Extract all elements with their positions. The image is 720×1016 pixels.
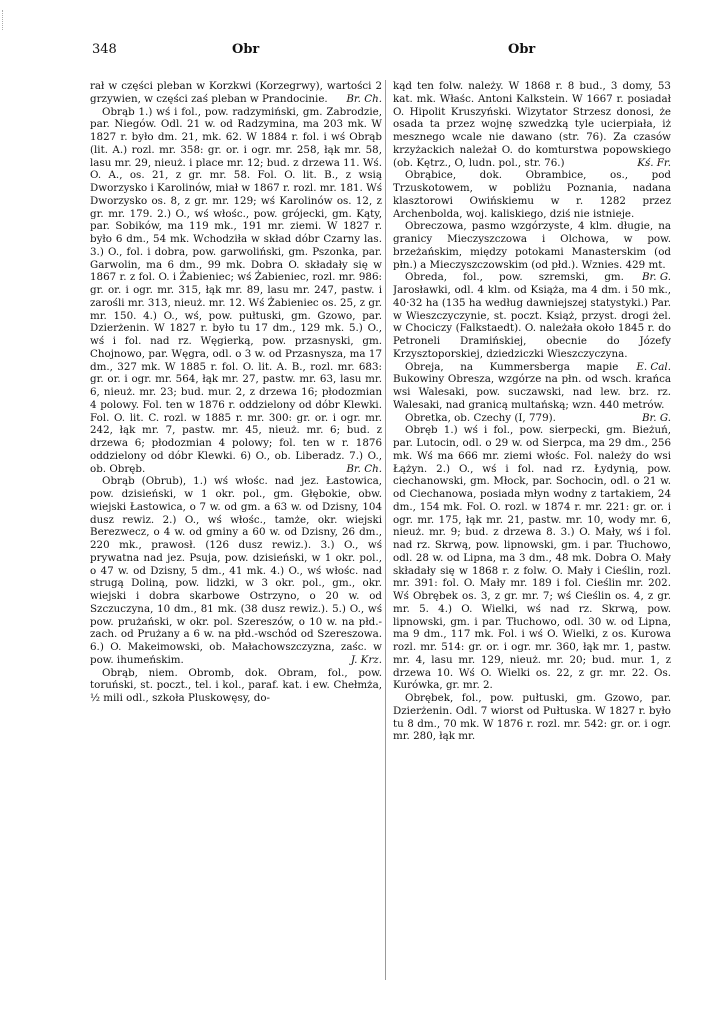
running-head-right: Obr [508, 42, 536, 57]
entry-text: Obrąbice, dok. Obrambice, os., pod Trzuskotowem, w pobliżu Poznania, nadana klasztorowi Owińskiemu w r. 1282 przez Archenbolda, woj. kaliskiego, dziś nie istnieje. [393, 169, 671, 220]
entry-signature: Br. G. [641, 411, 671, 424]
entry-paragraph [90, 106, 382, 476]
entry-text: Obreczowa, pasmo wzgórzyste, 4 klm. długie, na granicy Mieczyszczowa i Olchowa, w pow. brzeżańskim, między potokami Manasterskim (od płn.) a Mieczyszczowskim (od płd.). Wznies. 429 mt. [393, 220, 671, 271]
entry-signature: Br. Ch. [346, 462, 382, 475]
entry-paragraph [393, 169, 671, 220]
left-column [90, 80, 382, 980]
entry-signature: Br. G. [641, 271, 671, 284]
entry-paragraph [90, 80, 382, 106]
entry-paragraph [393, 424, 671, 692]
entry-paragraph [393, 220, 671, 284]
entry-text: Obrębek, fol., pow. pułtuski, gm. Gzowo, par. Dzierżenin. Odl. 7 wiorst od Pułtuska. W 1827 r. było tu 8 dm., 70 mk. W 1876 r. rozl. mr. 542: gr. or. i ogr. mr. 280, łąk mr. [393, 692, 671, 743]
entry-text: Obrąb 1.) wś i fol., pow. radzymiński, gm. Zabrodzie, par. Niegów. Odl. 21 w. od Radzymina, ma 203 mk. W 1827 r. było dm. 21, mk. 62. W 1884 r. fol. i wś Obrąb (lit. A.) rozl. mr. 358: gr. or. i ogr. mr. 258, łąk mr. 58, lasu mr. 29, nieuż. i place mr. 12; bud. z drzewa 11. Wś. O. A., os. 21, z gr. mr. 58. Fol. O. lit. B., z wsią Dworzysko i Karolinów, miał w 1867 r. rozl. mr. 181. Wś Dworzysko os. 8, z gr. mr. 129; wś Karolinów os. 12, z gr. mr. 179. 2.) O., wś włośc., pow. grójecki, gm. Kąty, par. Sobików, ma 119 mk., 191 mr. ziemi. W 1827 r. było 6 dm., 54 mk. Wchodziła w skład dóbr Czarny las. 3.) O., fol. i dobra, pow. garwoliński, gm. Pszonka, par. Garwolin, ma 6 dm., 99 mk. Dobra O. składały się w 1867 r. z fol. O. i Żabieniec; wś Żabieniec, rozl. mr. 986: gr. or. i ogr. mr. 315, łąk mr. 89, lasu mr. 247, pastw. i zarośli mr. 313, nieuż. mr. 12. Wś Żabieniec os. 25, z gr. mr. 150. 4.) O., wś, pow. pułtuski, gm. Gzowo, par. Dzierżenin. W 1827 r. było tu 17 dm., 129 mk. 5.) O., wś i fol. nad rz. Węgierką, pow. przasnyski, gm. Chojnowo, par. Węgra, odl. o 3 w. od Przasnysza, ma 17 dm., 327 mk. W 1885 r. fol. O. lit. A. B., rozl. mr. 683: gr. or. i ogr. mr. 564, łąk mr. 27, pastw. mr. 63, lasu mr. 6, nieuż. mr. 23; bud. mur. 2, z drzewa 16; płodozmian 4 polowy. Fol. ten w 1876 r. oddzielony od dóbr Klewki. Fol. O. lit. C. rozl. w 1885 r. mr. 300: gr. or. i ogr. mr. 242, łąk mr. 7, pastw. mr. 45, nieuż. mr. 6; bud. z drzewa 6; płodozmian 4 polowy; fol. ten w r. 1876 oddzielony od dóbr Klewki. 6) O., ob. Liberadz. 7.) O., ob. Obręb. [90, 105, 382, 475]
entry-text: Obretka, ob. Czechy (I, 779). [405, 411, 556, 424]
entry-signature: E. Cal. [636, 360, 671, 373]
right-column [393, 80, 671, 980]
entry-signature: J. Krz. [350, 653, 382, 666]
entry-text: Obrąb (Obrub), 1.) wś włośc. nad jez. Łastowica, pow. dzisieński, w 1 okr. pol., gm. Głębokie, obw. wiejski Łastowica, o 7 w. od gm. a 63 w. od Dzisny, 104 dusz rewiz. 2.) O., wś włośc., tamże, okr. wiejski Berezwecz, o 4 w. od gminy a 60 w. od Dzisny, 26 dm., 220 mk., prawosł. (126 dusz rewiz.). 3.) O., wś prywatna nad jez. Psuja, pow. dzisieński, w 1 okr. pol., o 47 w. od Dzisny, 5 dm., 41 mk. 4.) O., wś włośc. nad strugą Doliną, pow. lidzki, w 3 okr. pol., gm., okr. wiejski i dobra skarbowe Ostrzyno, o 20 w. od Szczuczyna, 10 dm., 81 mk. (38 dusz rewiz.). 5.) O., wś pow. prużański, w okr. pol. Szereszów, o 10 w. na płd.-zach. od Prużany a 6 w. na płd.-wschód od Szereszowa. 6.) O. Makeimowski, ob. Małachowszczyzna, zaśc. w pow. ihumeńskim. [90, 475, 382, 666]
entry-text: Obrąb, niem. Obromb, dok. Obram, fol., pow. toruński, st. poczt., tel. i kol., paraf. kat. i ew. Chełmża, ½ mili odl., szkoła Pluskowęsy, do- [90, 666, 382, 704]
entry-text: Obreda, fol., pow. szremski, gm. Jarosławki, odl. 4 klm. od Książa, ma 4 dm. i 50 mk., 40·32 ha (135 ha według dawniejszej statystyki.) Par. w Wieszczyczynie, st. poczt. Książ, przyst. drogi żel. w Chociczy (Falkstaedt). O. należała około 1845 r. do Petroneli Dramińskiej, obecnie do Józefy Krzysztoporskiej, dziedziczki Wieszczyczyna. [393, 271, 671, 360]
page-header [0, 42, 720, 62]
column-divider [385, 80, 386, 980]
entry-text: rał w części pleban w Korzkwi (Korzegrwy), wartości 2 grzywien, w części zaś pleban w Prandocinie. [90, 80, 382, 105]
running-head-left: Obr [232, 42, 260, 57]
entry-signature: Br. Ch. [346, 92, 382, 105]
entry-paragraph [393, 271, 671, 373]
page-number: 348 [92, 42, 117, 57]
entry-signature: Kś. Fr. [637, 156, 671, 169]
entry-paragraph [393, 692, 671, 743]
entry-text: kąd ten folw. należy. W 1868 r. 8 bud., 3 domy, 53 kat. mk. Właśc. Antoni Kalkstein. W 1667 r. posiadał O. Hipolit Kruszyński. Wizytator Strzesz donosi, że osada ta przez wojnę szwedzką tyle ucierpiała, iż mesznego wcale nie dawano (str. 76). Za czasów krzyżackich należał O. do komturstwa popowskiego (ob. Kętrz., O, ludn. pol., str. 76.) [393, 80, 671, 169]
entry-paragraph [90, 475, 382, 666]
entry-text: Obreja, na Kummersberga mapie Bukowiny Obresza, wzgórze na płn. od wsch. krańca wsi Walesaki, pow. suczawski, nad lew. brz. rz. Walesaki, nad granicą multańską; wzn. 440 metrów. [393, 360, 671, 411]
entry-paragraph [393, 80, 671, 169]
entry-paragraph [90, 667, 382, 705]
scan-edge-mark [2, 10, 7, 30]
entry-text: Obręb 1.) wś i fol., pow. sierpecki, gm. Bieżuń, par. Lutocin, odl. o 29 w. od Sierpca, ma 29 dm., 256 mk. Wś ma 666 mr. ziemi włośc. Fol. należy do wsi Łążyn. 2.) O., wś i fol. nad rz. Łydynią, pow. ciechanowski, gm. Młock, par. Sochocin, odl. o 21 w. od Ciechanowa, posiada młyn wodny z tartakiem, 24 dm., 154 mk. Fol. O. rozl. w 1874 r. mr. 221: gr. or. i ogr. mr. 175, łąk mr. 21, pastw. mr. 10, wody mr. 6, nieuż. mr. 9; bud. z drzewa 8. 3.) O. Mały, wś i fol. nad rz. Skrwą, pow. lipnowski, gm. i par. Tłuchowo, odl. 28 w. od Lipna, ma 3 dm., 48 mk. Dobra O. Mały składały się w 1868 r. z folw. O. Mały i Cieślin, rozl. mr. 391: fol. O. Mały mr. 189 i fol. Cieślin mr. 202. Wś Obrębek os. 3, z gr. mr. 7; wś Cieślin os. 4, z gr. mr. 5. 4.) O. Wielki, wś nad rz. Skrwą, pow. lipnowski, gm. i par. Tłuchowo, odl. 30 w. od Lipna, ma 9 dm., 117 mk. Fol. i wś O. Wielki, z os. Kurowa rozl. mr. 514: gr. or. i ogr. mr. 360, łąk mr. 1, pastw. mr. 4, lasu mr. 129, nieuż. mr. 20; bud. mur. 1, z drzewa 10. Wś O. Wielki os. 22, z gr. mr. 22. Os. Kurówka, gr. mr. 2. [393, 424, 671, 692]
